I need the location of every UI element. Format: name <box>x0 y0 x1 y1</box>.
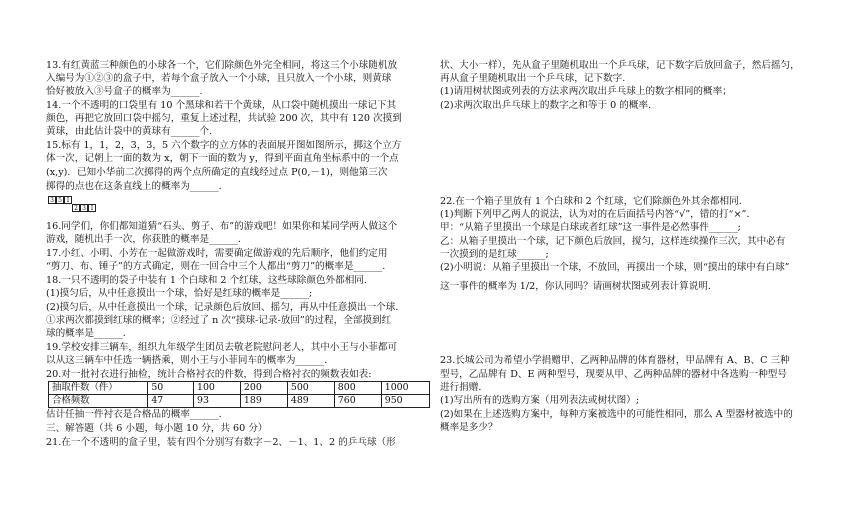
net-cell: 2 <box>72 204 80 212</box>
q15-line-2: 体一次，记朝上一面的数为 x，朝下一面的数为 y，得到平面直角坐标系中的一个点 <box>46 153 399 164</box>
q17-line-1: 17.小红、小明、小芳在一起做游戏时，需要确定做游戏的先后顺序，他们约定用 <box>46 248 388 259</box>
q15-line-4: 掷得的点也在这条直线上的概率为______. <box>46 181 222 192</box>
q23-line-1: 23.长城公司为希望小学捐赠甲、乙两种品牌的体育器材，甲品牌有 A、B、C 三种 <box>440 355 790 366</box>
q20-line-1: 20.对一批衬衣进行抽检，统计合格衬衣的件数，得到合格衬衣的频数表如表: <box>46 369 372 380</box>
table-header-cell: 抽取件数（件） <box>49 382 148 395</box>
q16-line-1: 16.同学们，你们都知道猜“石头、剪子、布”的游戏吧！如果你和某同学两人做这个 <box>46 221 398 232</box>
table-cell: 489 <box>287 395 334 408</box>
q21-line-2: 状、大小一样），先从盒子里随机取出一个乒乓球，记下数字后放回盒子，然后摇匀， <box>440 60 800 71</box>
section-heading: 三、解答题（共 6 小题，每小题 10 分，共 60 分） <box>46 423 268 434</box>
table-row <box>49 395 430 408</box>
q22-line-1: 22.在一个箱子里放有 1 个白球和 2 个红球，它们除颜色外其余都相同. <box>440 196 742 207</box>
table-cell: 189 <box>240 395 287 408</box>
q18-line-3: (2)摸匀后，从中任意摸出一个球，记录颜色后放回、摇匀，再从中任意摸出一个球. <box>46 302 399 313</box>
net-cell: 5 <box>56 196 64 204</box>
table-cell: 760 <box>334 395 381 408</box>
q22-jia: 甲：“从箱子里摸出一个球是白球或者红球”这一事件是必然事件______; <box>440 222 741 233</box>
q18-line-5: 球的概率是______. <box>46 328 126 339</box>
table-cell: 950 <box>381 395 429 408</box>
net-cell: 3 <box>48 196 56 204</box>
q22-yi-2: 一次摸到的是红球______; <box>440 249 549 260</box>
q18-line-4: ①求两次都摸到红球的概率；②经过了 n 次“摸球-记录-放回”的过程，全部摸到红 <box>46 315 392 326</box>
q22-part-1: (1)判断下列甲乙两人的说法，认为对的在后面括号内答“√”，错的打“×”. <box>440 209 750 220</box>
q15-line-3: (x,y)．已知小华前二次掷得的两个点所确定的直线经过点 P(0,－1)，则他第三次 <box>46 167 388 178</box>
net-cell: 1 <box>64 196 72 204</box>
frequency-table <box>48 381 430 408</box>
table-cell: 500 <box>287 382 334 395</box>
q22-part-2: (2)小明说：从箱子里摸出一个球，不放回，再摸出一个球，则“摸出的球中有白球” <box>440 262 790 273</box>
table-row <box>49 382 430 395</box>
q23-part-2: (2)如果在上述选购方案中，每种方案被选中的可能性相同，那么 A 型器材被选中的 <box>440 409 793 420</box>
q23-line-3: 进行捐赠. <box>440 382 482 393</box>
q13-line-2: 入编号为①②③的盒子中，若每个盒子放入一个小球，且只放入一个小球，则黄球 <box>46 73 392 84</box>
table-cell: 93 <box>193 395 240 408</box>
q18-line-1: 18.一只不透明的袋子中装有 1 个白球和 2 个红球，这些球除颜色外都相同. <box>46 275 367 286</box>
q14-line-1: 14.一个不透明的口袋里有 10 个黑球和若干个黄球，从口袋中随机摸出一球记下其 <box>46 100 397 111</box>
q13-line-3: 恰好被放入③号盒子的概率为______. <box>46 86 203 97</box>
table-cell: 50 <box>148 382 194 395</box>
q14-line-3: 黄球，由此估计袋中的黄球有______个. <box>46 126 213 137</box>
q13-line-1: 13.有红黄蓝三种颜色的小球各一个，它们除颜色外完全相同，将这三个小球随机放 <box>46 60 398 71</box>
table-cell: 200 <box>240 382 287 395</box>
q22-yi-1: 乙：从箱子里摸出一个球，记下颜色后放回，搅匀，这样连续操作三次，其中必有 <box>440 236 786 247</box>
q23-line-2: 型号，乙品牌有 D、E 两种型号，现要从甲、乙两种品牌的器材中各选购一种型号 <box>440 369 787 380</box>
q19-line-2: 以从这三辆车中任选一辆搭乘，则小王与小菲同车的概率为______. <box>46 355 328 366</box>
q18-line-2: (1)摸匀后，从中任意摸出一个球，恰好是红球的概率是______; <box>46 288 313 299</box>
q23-part-2-cont: 概率是多少？ <box>440 422 498 433</box>
q21-part-2: (2)求两次取出乒乓球上的数字之和等于 0 的概率. <box>440 100 652 111</box>
table-header-cell: 合格频数 <box>49 395 148 408</box>
q19-line-1: 19.学校安排三辆车，组织九年级学生团员去敬老院慰问老人，其中小王与小菲都可 <box>46 342 398 353</box>
q16-line-2: 游戏，随机出手一次，你获胜的概率是______. <box>46 234 241 245</box>
q14-line-2: 颜色，再把它放回口袋中摇匀，重复上述过程，共试验 200 次，其中有 120 次摸到 <box>46 113 402 124</box>
q15-line-1: 15.标有 1，1，2，3，3，5 六个数字的立方体的表面展开图如图所示，掷这个立方 <box>46 140 402 151</box>
table-cell: 1000 <box>381 382 429 395</box>
net-cell: 3 <box>80 204 88 212</box>
q20-line-2: 估计任抽一件衬衣是合格品的概率______. <box>46 409 222 420</box>
q22-part-2-cont: 这一事件的概率为 1/2，你认同吗？请画树状图或列表计算说明. <box>440 281 711 292</box>
q21-line-1: 21.在一个不透明的盒子里，装有四个分别写有数字－2、－1、1、2 的乒乓球（形 <box>46 437 396 448</box>
q23-part-1: (1)写出所有的选购方案（用列表法或树状图）; <box>440 395 640 406</box>
table-cell: 100 <box>193 382 240 395</box>
q21-line-3: 再从盒子里随机取出一个乒乓球，记下数字. <box>440 73 626 84</box>
net-cell: 1 <box>88 204 96 212</box>
table-cell: 47 <box>148 395 194 408</box>
q21-part-1: (1)请用树状图或列表的方法求两次取出乒乓球上的数字相同的概率； <box>440 86 732 97</box>
table-cell: 800 <box>334 382 381 395</box>
q17-line-2: “剪刀、布、锤子”的方式确定，则在一回合中三个人都出“剪刀”的概率是______. <box>46 261 386 272</box>
